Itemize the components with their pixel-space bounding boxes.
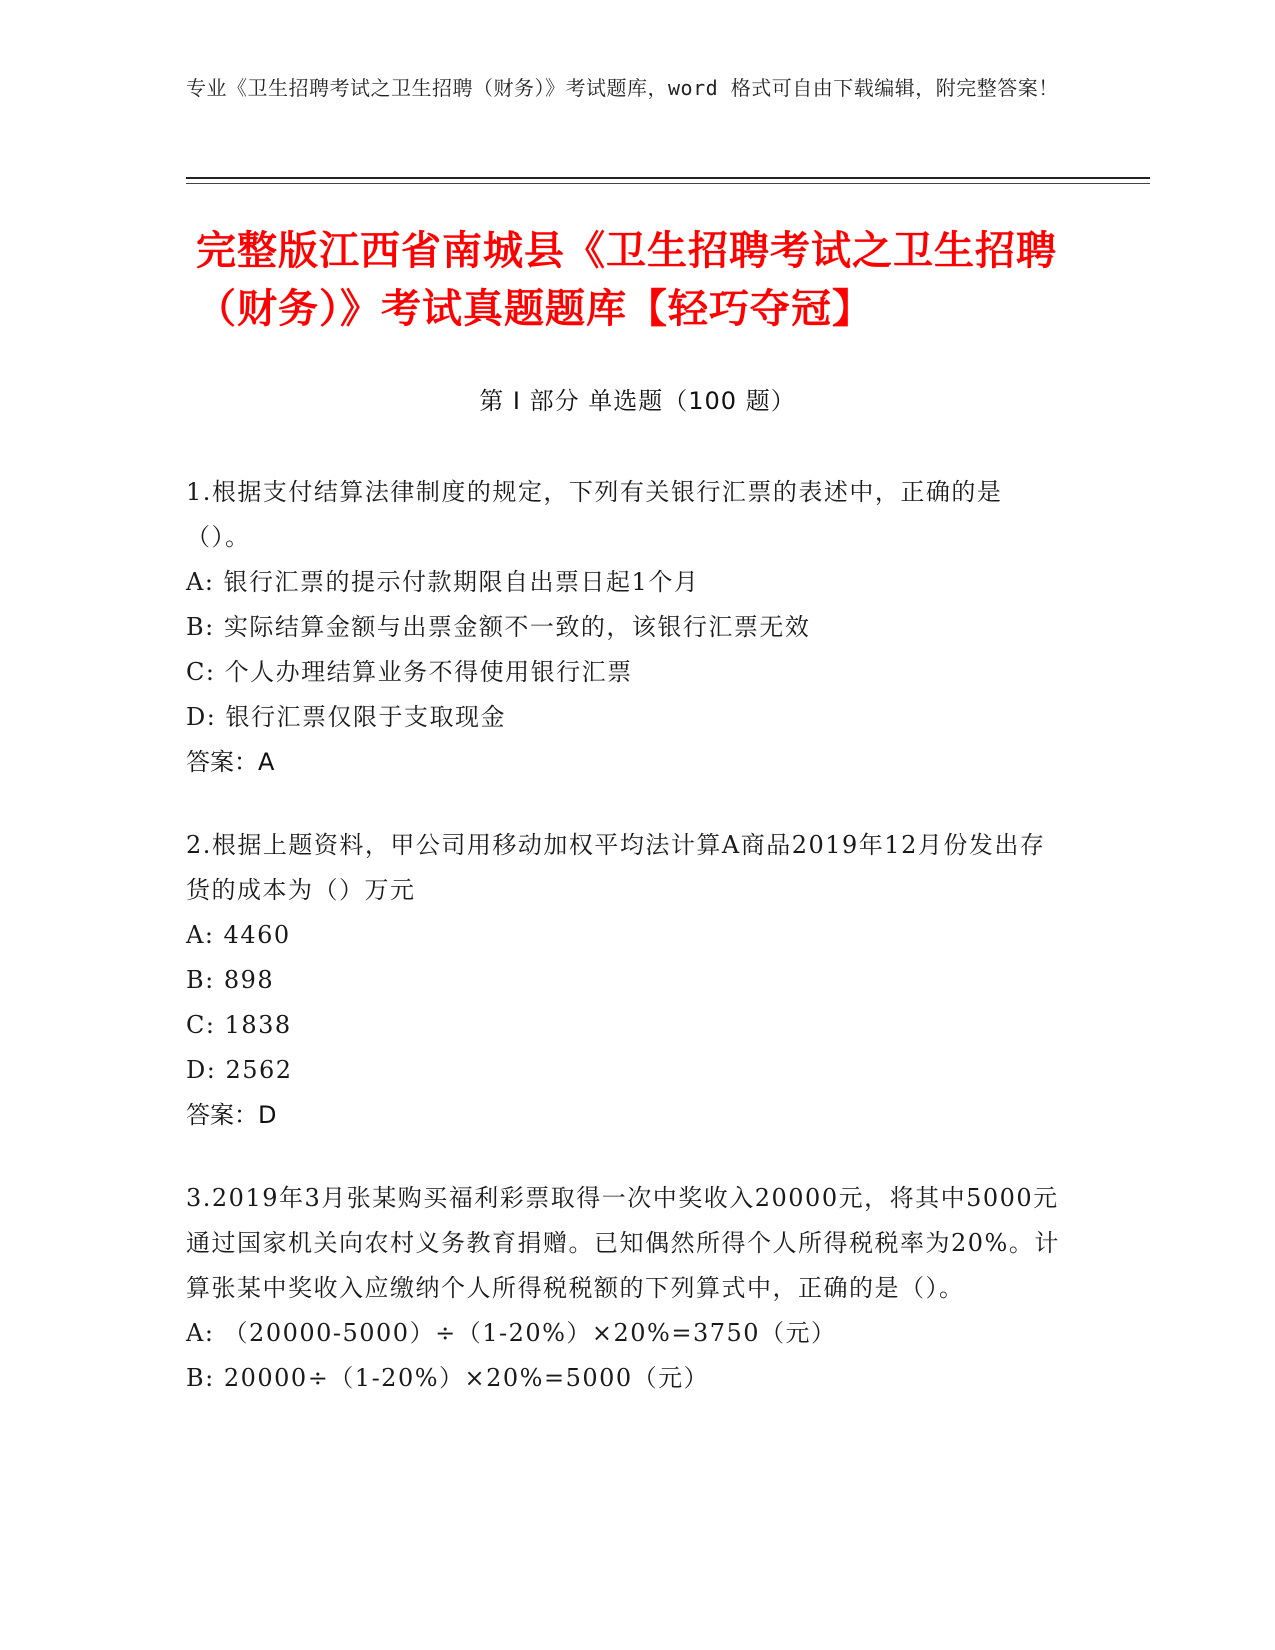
question-stem: 1.根据支付结算法律制度的规定，下列有关银行汇票的表述中，正确的是（）。 xyxy=(186,478,1003,551)
question-option-a: A: （20000-5000）÷（1-20%）×20%=3750（元） xyxy=(186,1319,837,1347)
question-stem: 3.2019年3月张某购买福利彩票取得一次中奖收入20000元，将其中5000元通过国家机关向农村义务教育捐赠。已知偶然所得个人所得税税率为20%。计算张某中奖收入应缴纳个人所得税税额的下列算式中，正确的是（）。 xyxy=(186,1184,1060,1302)
question-option-d: D: 2562 xyxy=(186,1056,293,1084)
question-option-d: D: 银行汇票仅限于支取现金 xyxy=(186,703,506,731)
question-answer: 答案：D xyxy=(186,1101,277,1129)
question-item xyxy=(186,823,1066,1138)
question-option-b: B: 实际结算金额与出票金额不一致的，该银行汇票无效 xyxy=(186,613,811,641)
document-title: 完整版江西省南城县《卫生招聘考试之卫生招聘（财务）》考试真题题库【轻巧夺冠】 xyxy=(196,228,1057,332)
header-note: 专业《卫生招聘考试之卫生招聘（财务）》考试题库，word 格式可自由下载编辑，附完整答案！ xyxy=(186,76,1059,100)
header-divider-thin xyxy=(186,183,1150,184)
header-divider-thick xyxy=(186,177,1150,179)
question-option-b: B: 898 xyxy=(186,966,275,994)
question-option-c: C: 1838 xyxy=(186,1011,292,1039)
question-answer: 答案：A xyxy=(186,748,275,776)
question-list xyxy=(186,470,1066,1439)
question-item xyxy=(186,470,1066,785)
section-heading: 第 I 部分 单选题（100 题） xyxy=(479,387,796,415)
question-option-c: C: 个人办理结算业务不得使用银行汇票 xyxy=(186,658,633,686)
question-stem: 2.根据上题资料，甲公司用移动加权平均法计算A商品2019年12月份发出存货的成本为（）万元 xyxy=(186,831,1046,904)
question-item xyxy=(186,1176,1066,1401)
question-option-a: A: 银行汇票的提示付款期限自出票日起1个月 xyxy=(186,568,700,596)
question-option-a: A: 4460 xyxy=(186,921,291,949)
question-option-b: B: 20000÷（1-20%）×20%=5000（元） xyxy=(186,1364,710,1392)
